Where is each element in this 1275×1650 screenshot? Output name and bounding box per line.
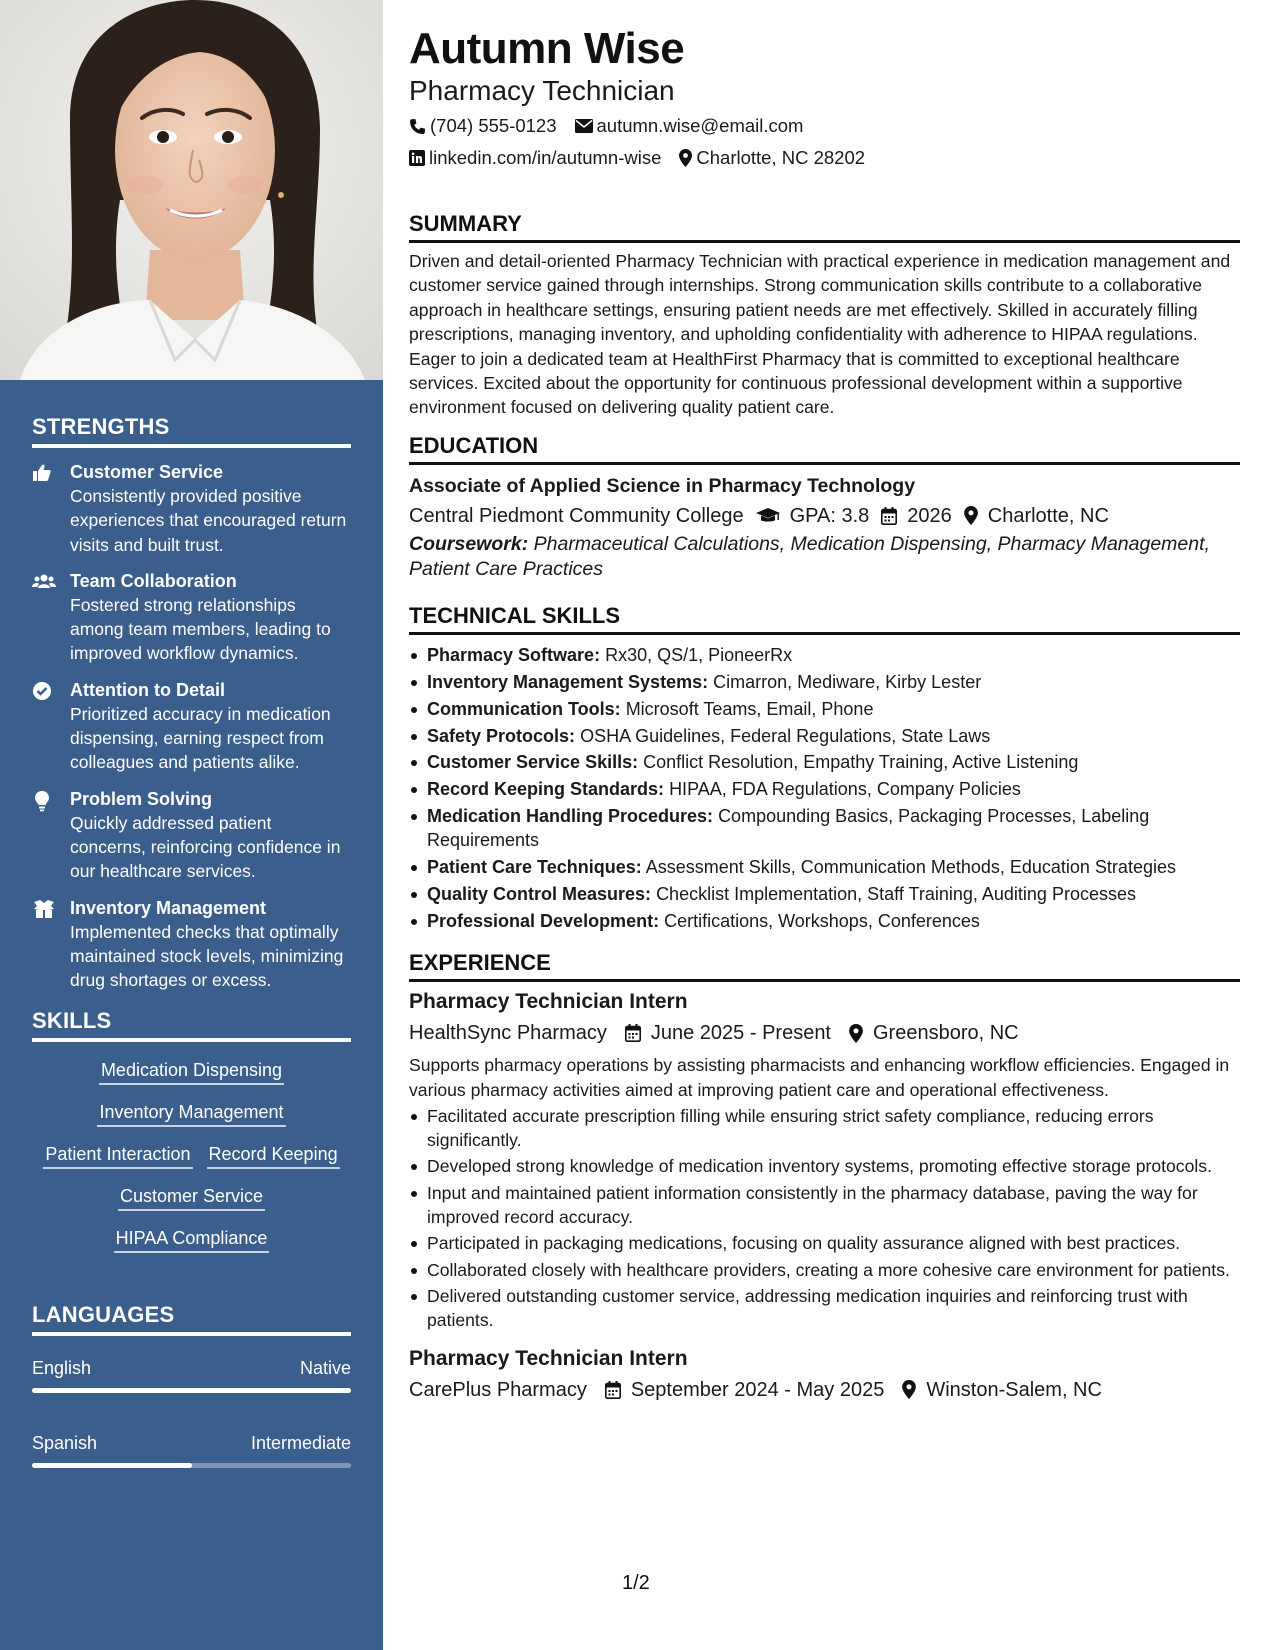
location-contact — [679, 146, 865, 170]
phone-contact[interactable] — [409, 114, 557, 138]
list-item: Delivered outstanding customer service, addressing medication inquiries and reinforcing trust with patients. — [409, 1284, 1240, 1333]
skills-list — [32, 1042, 351, 1258]
tech-skill-label: Inventory Management Systems: — [427, 671, 709, 692]
job-description: Supports pharmacy operations by assisting pharmacists and enhancing workflow efficiencies. Engaged in various pharmacy activities aimed at improving patient care and operational effectiveness. — [409, 1055, 1230, 1100]
strengths-heading: STRENGTHS — [32, 414, 351, 448]
phone-icon — [409, 118, 426, 135]
calendar-icon — [625, 1024, 641, 1042]
experience-heading: EXPERIENCE — [409, 949, 1240, 982]
list-item — [409, 643, 1240, 667]
language-name: Spanish — [32, 1433, 98, 1454]
coursework-label: Coursework: — [409, 532, 529, 555]
contact-line — [409, 146, 1240, 170]
job-location: Greensboro, NC — [873, 1022, 1019, 1045]
summary-heading: SUMMARY — [409, 210, 1240, 243]
strength-item — [32, 460, 351, 557]
page-number: 1/2 — [622, 1572, 650, 1594]
job-title: Pharmacy Technician Intern — [409, 990, 688, 1014]
skill-tag: Inventory Management — [97, 1100, 285, 1127]
users-icon — [32, 569, 70, 666]
strength-title: Problem Solving — [70, 788, 213, 809]
linkedin-text: linkedin.com/in/autumn-wise — [429, 147, 662, 168]
strength-item — [32, 787, 351, 884]
technical-skills-list — [409, 643, 1240, 933]
tech-skill-value: Certifications, Workshops, Conferences — [664, 911, 980, 932]
language-proficiency-fill — [32, 1463, 192, 1468]
email-contact[interactable] — [575, 114, 804, 138]
language-name: English — [32, 1358, 92, 1379]
tech-skill-label: Quality Control Measures: — [427, 884, 652, 905]
tech-skill-label: Communication Tools: — [427, 698, 621, 719]
gpa-text: GPA: 3.8 — [789, 504, 870, 527]
candidate-role: Pharmacy Technician — [409, 75, 675, 106]
company-name: CarePlus Pharmacy — [409, 1378, 587, 1401]
education-heading: EDUCATION — [409, 432, 1240, 465]
strength-desc: Implemented checks that optimally maintained stock levels, minimizing drug shortages or excess. — [70, 921, 344, 991]
job-location-item — [902, 1376, 1102, 1404]
thumbs-up-icon — [32, 460, 70, 557]
summary-text: Driven and detail-oriented Pharmacy Technician with practical experience in medication management and customer service gained through internships. Strong communication skills contribute to a collaborative approach in healthcare settings, ensuring patient needs are met effectively. Skilled in accurately filling prescriptions, managing inventory, and upholding confidentiality with adherence to HIPAA regulations. Eager to join a dedicated team at HealthFirst Pharmacy that is committed to exceptional healthcare services. Excited about the opportunity for continuous professional development within a supportive environment focused on delivering quality patient care. — [409, 251, 1231, 418]
strength-title: Team Collaboration — [70, 570, 237, 591]
tech-skill-value: HIPAA, FDA Regulations, Company Policies — [669, 779, 1021, 800]
calendar-icon — [605, 1381, 621, 1399]
language-item — [32, 1431, 351, 1468]
list-item: Collaborated closely with healthcare providers, creating a more cohesive care environment for patients. — [409, 1258, 1240, 1282]
phone-text: (704) 555-0123 — [430, 115, 557, 136]
tech-skill-label: Safety Protocols: — [427, 725, 576, 746]
tech-skill-value: Cimarron, Mediware, Kirby Lester — [713, 671, 982, 692]
school-name: Central Piedmont Community College — [409, 504, 744, 527]
job-dates-item — [605, 1376, 885, 1404]
job-meta — [409, 1376, 1240, 1404]
envelope-icon — [575, 119, 593, 133]
tech-skill-value: Assessment Skills, Communication Methods, Education Strategies — [645, 857, 1176, 878]
list-item — [409, 882, 1240, 906]
list-item — [409, 909, 1240, 933]
strength-desc: Prioritized accuracy in medication dispensing, earning respect from colleagues and patients alike. — [70, 703, 331, 773]
skill-tag: HIPAA Compliance — [114, 1226, 270, 1253]
skill-tag: Medication Dispensing — [99, 1058, 284, 1085]
email-text: autumn.wise@email.com — [596, 115, 804, 136]
sidebar — [0, 0, 383, 1650]
tech-skill-label: Pharmacy Software: — [427, 644, 601, 665]
list-item: Participated in packaging medications, focusing on quality assurance aligned with best practices. — [409, 1231, 1240, 1255]
language-level: Intermediate — [250, 1433, 351, 1454]
tech-skill-value: OSHA Guidelines, Federal Regulations, State Laws — [580, 725, 991, 746]
job-bullets — [409, 1104, 1240, 1333]
strength-title: Attention to Detail — [70, 679, 225, 700]
calendar-icon — [881, 507, 897, 525]
linkedin-contact[interactable] — [409, 146, 661, 170]
skills-heading: SKILLS — [32, 1008, 351, 1042]
candidate-name: Autumn Wise — [409, 24, 685, 73]
language-proficiency-bar — [32, 1463, 351, 1468]
job-dates-item — [625, 1019, 831, 1047]
gpa-item — [756, 502, 870, 530]
boxes-icon — [32, 896, 70, 993]
language-level: Native — [299, 1358, 351, 1379]
tech-skill-value: Rx30, QS/1, PioneerRx — [605, 644, 793, 665]
list-item — [409, 724, 1240, 748]
location-text: Charlotte, NC 28202 — [696, 147, 866, 168]
job-dates: June 2025 - Present — [650, 1022, 831, 1045]
language-item — [32, 1356, 351, 1393]
coursework-text: Pharmaceutical Calculations, Medication Dispensing, Pharmacy Management, Patient Care Practices — [409, 532, 1210, 580]
degree-title: Associate of Applied Science in Pharmacy Technology — [409, 474, 916, 497]
job-title: Pharmacy Technician Intern — [409, 1346, 688, 1370]
edu-location-text: Charlotte, NC — [987, 504, 1109, 527]
strength-item — [32, 678, 351, 775]
list-item: Input and maintained patient information consistently in the pharmacy database, paving the way for improved record accuracy. — [409, 1181, 1240, 1230]
tech-skill-label: Medication Handling Procedures: — [427, 806, 714, 827]
map-pin-icon — [902, 1380, 916, 1399]
tech-skill-value: Compounding Basics, Packaging Processes, Labeling Requirements — [427, 806, 1150, 851]
job-entry — [409, 988, 1240, 1332]
job-dates: September 2024 - May 2025 — [630, 1378, 885, 1401]
skill-tag: Record Keeping — [207, 1142, 340, 1169]
job-location-item — [849, 1019, 1019, 1047]
check-circle-icon — [32, 678, 70, 775]
list-item — [409, 750, 1240, 774]
languages-heading: LANGUAGES — [32, 1302, 351, 1336]
language-proficiency-bar — [32, 1388, 351, 1393]
company-name: HealthSync Pharmacy — [409, 1022, 607, 1045]
list-item — [409, 855, 1240, 879]
lightbulb-icon — [32, 787, 70, 884]
tech-skill-value: Microsoft Teams, Email, Phone — [625, 698, 874, 719]
skill-tag: Patient Interaction — [43, 1142, 192, 1169]
coursework — [409, 532, 1240, 582]
education-meta — [409, 502, 1240, 530]
skill-tag: Customer Service — [118, 1184, 265, 1211]
list-item — [409, 670, 1240, 694]
strength-desc: Fostered strong relationships among team members, leading to improved workflow dynamics. — [70, 594, 331, 664]
linkedin-icon — [409, 150, 425, 166]
main-content — [409, 0, 1240, 1404]
technical-skills-heading: TECHNICAL SKILLS — [409, 602, 1240, 635]
edu-location-item — [964, 502, 1109, 530]
list-item — [409, 804, 1240, 852]
list-item: Developed strong knowledge of medication inventory systems, promoting effective storage protocols. — [409, 1154, 1240, 1178]
strength-item — [32, 896, 351, 993]
year-item — [881, 502, 952, 530]
job-entry — [409, 1345, 1240, 1404]
tech-skill-label: Customer Service Skills: — [427, 752, 639, 773]
tech-skill-value: Checklist Implementation, Staff Training, Auditing Processes — [656, 884, 1136, 905]
map-pin-icon — [679, 149, 692, 167]
strength-title: Inventory Management — [70, 897, 267, 918]
tech-skill-label: Patient Care Techniques: — [427, 857, 642, 878]
strength-desc: Consistently provided positive experiences that encouraged return visits and built trust. — [70, 486, 347, 555]
map-pin-icon — [849, 1024, 863, 1043]
tech-skill-value: Conflict Resolution, Empathy Training, Active Listening — [643, 752, 1079, 773]
contact-line — [409, 114, 1240, 138]
job-location: Winston-Salem, NC — [926, 1378, 1102, 1401]
list-item — [409, 697, 1240, 721]
year-text: 2026 — [907, 504, 952, 527]
tech-skill-label: Record Keeping Standards: — [427, 779, 665, 800]
strength-title: Customer Service — [70, 462, 224, 482]
graduation-cap-icon — [756, 507, 780, 525]
tech-skill-label: Professional Development: — [427, 911, 660, 932]
strength-item — [32, 569, 351, 666]
list-item — [409, 777, 1240, 801]
profile-photo — [0, 0, 383, 380]
strength-desc: Quickly addressed patient concerns, reinforcing confidence in our healthcare services. — [70, 812, 341, 882]
map-pin-icon — [964, 506, 978, 525]
language-proficiency-fill — [32, 1388, 351, 1393]
job-meta — [409, 1019, 1240, 1047]
list-item: Facilitated accurate prescription filling while ensuring strict safety compliance, reducing errors significantly. — [409, 1104, 1240, 1153]
